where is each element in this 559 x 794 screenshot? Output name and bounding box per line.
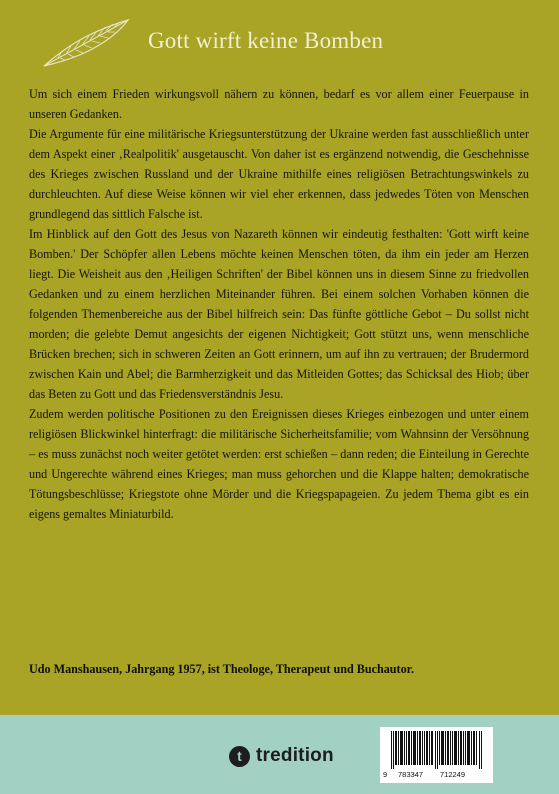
barcode-left-digits: 783347: [398, 770, 424, 779]
cover-footer-band: [0, 715, 559, 794]
barcode-first-digit: 9: [383, 770, 388, 779]
blurb-paragraph: Im Hinblick auf den Gott des Jesus von Nazareth können wir eindeutig festhalten: 'Gott wirft keine Bomben.' Der Schöpfer allen Lebens möchte keinen Menschen töten, da ihm ein jeder am Herzen liegt. Die Weisheit aus den ‚Heiligen Schriften' der Bibel können uns in diesem Sinne zu friedvollen Gedanken und zu einem herzlichen Miteinander führen. Bei einem solchen Vorhaben können die folgenden Themenbereiche aus der Bibel hilfreich sein: Das fünfte göttliche Gebot – Du sollst nicht morden; die gelebte Demut angesichts der eigenen Nichtigkeit; Gott stützt uns, wenn menschliche Brücken brechen; sich in schweren Zeiten an Gott erinnern, um auf ihn zu vertrauen; der Brudermord zwischen Kain und Abel; die Barmherzigkeit und das Mitleiden Gottes; das Schicksal des Hiob; über das Beten zu Gott und das Friedensverständnis Jesu.: [29, 227, 529, 401]
feather-icon: [38, 14, 134, 70]
isbn-barcode: [380, 727, 493, 783]
blurb-paragraph: Zudem werden politische Positionen zu den Ereignissen dieses Krieges einbezogen und unter einem religiösen Blickwinkel hinterfragt: die militärische Sicherheitsfamilie; vom Wahnsinn der Versöhnung – es muss zunächst noch weiter getötet werden: erst schießen – dann reden; die Einteilung in Gerechte und Ungerechte während eines Krieges; man muss gehorchen und die Klappe halten; demokratische Tötungsbeschlüsse; Kriegstote ohne Mörder und die Kriegspapageien. Zu jedem Thema gibt es ein eigens gemaltes Miniaturbild.: [29, 407, 529, 521]
blurb-paragraph: Um sich einem Frieden wirkungsvoll nähern zu können, bedarf es vor allem einer Feuerpause in unseren Gedanken.: [29, 87, 529, 121]
author-bio: Udo Manshausen, Jahrgang 1957, ist Theologe, Therapeut und Buchautor.: [29, 662, 414, 676]
blurb-text: [29, 84, 529, 524]
publisher-name: tredition: [256, 745, 334, 766]
barcode-right-digits: 712249: [440, 770, 466, 779]
book-title: Gott wirft keine Bomben: [148, 28, 384, 53]
publisher-logo: [229, 743, 334, 769]
blurb-paragraph: Die Argumente für eine militärische Kriegsunterstützung der Ukraine werden fast ausschließlich unter dem Aspekt einer ‚Realpolitik' ausgetauscht. Von daher ist es ergänzend notwendig, die Geschehnisse des Krieges zwischen Russland und der Ukraine mithilfe eines religiösen Betrachtungswinkels zu durchleuchten. Auf diese Weise können wir viel eher erkennen, dass jedwedes Töten von Menschen grundlegend das sittlich Falsche ist.: [29, 127, 529, 221]
barcode-bars: [391, 731, 485, 769]
publisher-icon: t: [229, 746, 250, 767]
